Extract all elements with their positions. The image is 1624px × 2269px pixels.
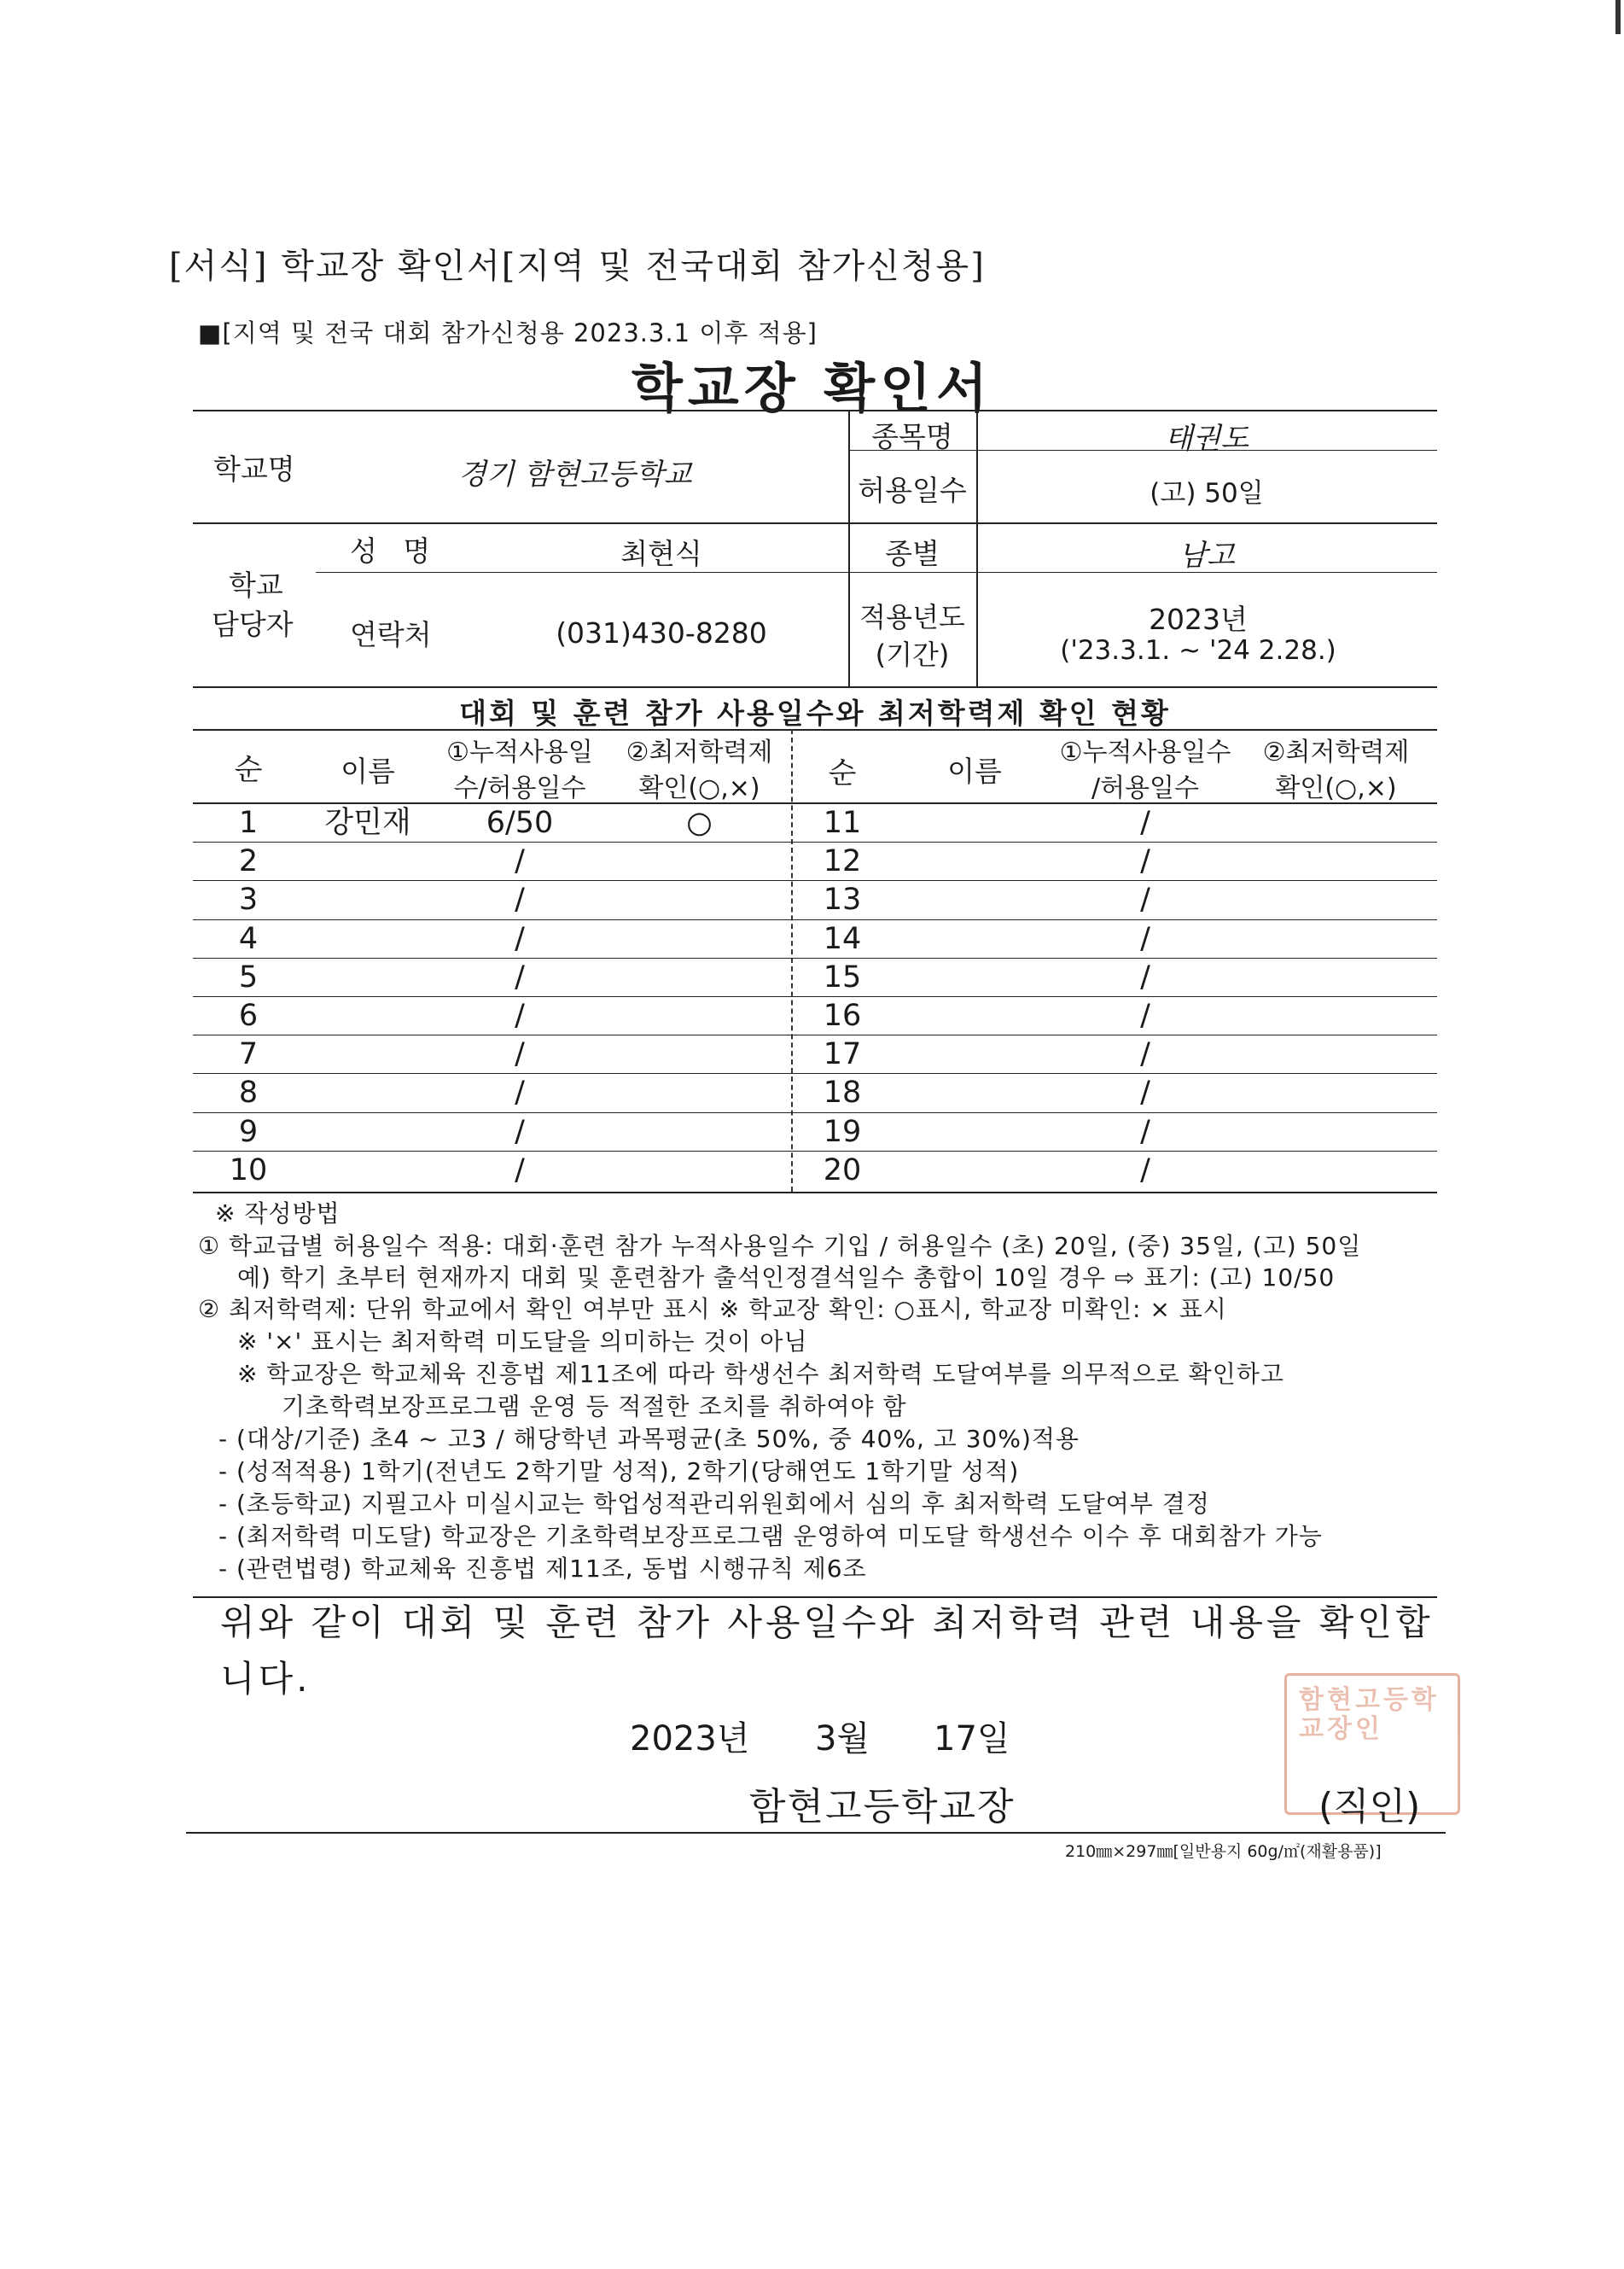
cell-name (893, 1035, 1056, 1074)
cell-check (608, 1074, 791, 1112)
status-table-bottom (193, 1192, 1437, 1193)
name-label: 성 명 (350, 534, 439, 568)
cell-no: 1 (238, 806, 259, 840)
cell-check (1235, 1074, 1437, 1112)
table-row-divider (193, 1073, 1437, 1074)
note-line: 기초학력보장프로그램 운영 등 적절한 조치를 취하여야 함 (282, 1392, 907, 1420)
cell-name (893, 804, 1056, 843)
cell-days: / (515, 1037, 525, 1072)
cell-days: / (515, 844, 525, 879)
seal-label: (직인) (1318, 1785, 1421, 1829)
allowed-days-label: 허용일수 (858, 474, 967, 507)
notice-line: ■[지역 및 전국 대회 참가신청용 2023.3.1 이후 적용] (198, 318, 818, 347)
year-label-line2: (기간) (875, 639, 950, 671)
sport-label: 종목명 (871, 420, 953, 453)
cell-check (1235, 959, 1437, 997)
cell-no: 4 (238, 921, 259, 956)
cell-name (304, 1152, 432, 1190)
cell-name (304, 881, 432, 919)
form-header: [서식] 학교장 확인서[지역 및 전국대회 참가신청용] (169, 247, 986, 286)
cell-days: / (1140, 960, 1150, 995)
table-row-divider (193, 880, 1437, 881)
table-row-divider (193, 842, 1437, 843)
cell-name (304, 959, 432, 997)
cell-check (608, 881, 791, 919)
cell-check (1235, 843, 1437, 881)
signature-bottom-border (186, 1832, 1446, 1834)
cell-no: 15 (823, 960, 862, 995)
note-line: - (최저학력 미도달) 학교장은 기초학력보장프로그램 운영하여 미도달 학생선수 이수 후 대회참가 가능 (218, 1522, 1323, 1550)
cell-days: / (1140, 999, 1150, 1033)
note-line: - (성적적용) 1학기(전년도 2학기말 성적), 2학기(당해연도 1학기말 성적) (218, 1457, 1020, 1485)
cell-no: 7 (238, 1037, 259, 1072)
gender-value: 남고 (1179, 539, 1235, 573)
cell-no: 19 (823, 1114, 862, 1149)
gender-label: 종별 (885, 537, 940, 570)
header-min-academic-line1: ②최저학력제 (626, 738, 773, 767)
cell-no: 16 (823, 999, 862, 1033)
cell-check (608, 1152, 791, 1190)
confirmation-line2: 니다. (220, 1658, 311, 1700)
cell-no: 13 (823, 883, 862, 918)
cell-name (893, 1113, 1056, 1152)
manager-label-line1: 학교 (229, 569, 283, 602)
table-row-divider (193, 919, 1437, 920)
cell-no: 17 (823, 1037, 862, 1072)
date-month: 3월 (815, 1719, 870, 1759)
date-year: 2023년 (630, 1719, 750, 1759)
cell-check (608, 1035, 791, 1074)
cell-no: 6 (238, 999, 259, 1033)
cell-check (608, 997, 791, 1035)
cell-no: 8 (238, 1076, 259, 1111)
header-order-right: 순 (828, 756, 857, 790)
cell-days: / (515, 1076, 525, 1111)
cell-days: / (1140, 1114, 1150, 1149)
principal-name: 함현고등학교장 (749, 1785, 1016, 1829)
year-value: 2023년 (1149, 603, 1248, 636)
cell-days: / (515, 999, 525, 1033)
header-name: 이름 (341, 755, 395, 788)
note-line: 예) 학기 초부터 현재까지 대회 및 훈련참가 출석인정결석일수 총합이 10일 경우 ⇨ 표기: (고) 10/50 (237, 1263, 1336, 1292)
note-line: ※ 학교장은 학교체육 진흥법 제11조에 따라 학생선수 최저학력 도달여부를 의무적으로 확인하고 (237, 1360, 1284, 1388)
cell-name (893, 1152, 1056, 1190)
cell-check (1235, 1113, 1437, 1152)
manager-label-line2: 담당자 (212, 608, 294, 641)
cell-days: 6/50 (486, 806, 554, 840)
cell-no: 3 (238, 883, 259, 918)
year-label-line1: 적용년도 (859, 601, 965, 633)
cell-name (893, 997, 1056, 1035)
cell-no: 5 (238, 960, 259, 995)
cell-name (893, 843, 1056, 881)
cell-name (893, 920, 1056, 959)
date-day: 17일 (934, 1719, 1010, 1759)
cell-name (304, 920, 432, 959)
note-line: ※ 작성방법 (215, 1199, 341, 1228)
header-order: 순 (234, 753, 263, 787)
cell-no: 20 (823, 1152, 862, 1187)
cell-check (1235, 1152, 1437, 1190)
confirmation-line1: 위와 같이 대회 및 훈련 참가 사용일수와 최저학력 관련 내용을 확인합 (220, 1601, 1434, 1643)
cell-name (304, 1035, 432, 1074)
name-value: 최현식 (620, 537, 702, 570)
cell-name: 강민재 (324, 806, 411, 840)
cell-days: / (1140, 1152, 1150, 1187)
official-seal-stamp: 함현고등학교장인 (1284, 1673, 1460, 1815)
table-row-divider (193, 996, 1437, 997)
cell-check (608, 959, 791, 997)
cell-name (304, 997, 432, 1035)
cell-check (608, 920, 791, 959)
cell-days: / (515, 960, 525, 995)
cell-days: / (1140, 1076, 1150, 1111)
cell-days: / (1140, 1037, 1150, 1072)
scan-edge-mark (1615, 0, 1621, 34)
cell-days: / (515, 1152, 525, 1187)
sport-value: 태권도 (1164, 422, 1249, 456)
cell-check (1235, 804, 1437, 843)
info-bottom-border (193, 686, 1437, 688)
status-table-title: 대회 및 훈련 참가 사용일수와 최저학력제 확인 현황 (459, 697, 1171, 730)
note-line: ※ '×' 표시는 최저학력 미도달을 의미하는 것이 아님 (237, 1327, 808, 1356)
note-line: - (관련법령) 학교체육 진흥법 제11조, 동법 시행규칙 제6조 (218, 1554, 867, 1583)
info-line-school (193, 522, 1437, 524)
cell-name (304, 1113, 432, 1152)
cell-no: 12 (823, 844, 862, 879)
header-min-academic-line2: 확인(○,×) (638, 773, 760, 803)
cell-no: 18 (823, 1076, 862, 1111)
cell-no: 2 (238, 844, 259, 879)
note-line: ② 최저학력제: 단위 학교에서 확인 여부만 표시 ※ 학교장 확인: ○표시, 학교장 미확인: × 표시 (198, 1295, 1227, 1323)
note-line: - (초등학교) 지필고사 미실시교는 학업성적관리위원회에서 심의 후 최저학력 도달여부 결정 (218, 1490, 1210, 1518)
cell-name (304, 1074, 432, 1112)
cell-check (608, 1113, 791, 1152)
contact-label: 연락처 (350, 618, 432, 651)
cell-days: / (1140, 921, 1150, 956)
note-line: - (대상/기준) 초4 ~ 고3 / 해당학년 과목평균(초 50%, 중 40%, 고 30%)적용 (218, 1425, 1080, 1453)
header-cumulative-line1: ①누적사용일 (446, 738, 593, 767)
cell-days: / (515, 883, 525, 918)
note-line: ① 학교급별 허용일수 적용: 대회·훈련 참가 누적사용일수 기입 / 허용일수 (초) 20일, (중) 35일, (고) 50일 (198, 1232, 1362, 1260)
cell-days: / (1140, 844, 1150, 879)
header-name-right: 이름 (947, 755, 1002, 788)
cell-days: / (515, 1114, 525, 1149)
table-row-divider (193, 958, 1437, 959)
cell-no: 10 (229, 1152, 268, 1187)
cell-name (893, 1074, 1056, 1112)
cell-check (1235, 881, 1437, 919)
document-title: 학교장 확인서 (632, 357, 992, 419)
cell-name (304, 843, 432, 881)
cell-no: 14 (823, 921, 862, 956)
header-cumulative-right-line1: ①누적사용일수 (1059, 738, 1231, 767)
cell-no: 11 (823, 806, 862, 840)
cell-days: / (1140, 806, 1150, 840)
header-min-academic-right-line1: ②최저학력제 (1262, 738, 1410, 767)
school-value: 경기 함현고등학교 (458, 458, 692, 492)
table-row-divider (193, 1112, 1437, 1113)
cell-check (1235, 1035, 1437, 1074)
info-top-border (193, 410, 1437, 411)
header-cumulative-line2: 수/허용일수 (453, 773, 586, 803)
cell-check (1235, 920, 1437, 959)
period-value: ('23.3.1. ~ '24 2.28.) (1060, 635, 1336, 666)
cell-check (1235, 997, 1437, 1035)
cell-days: / (515, 921, 525, 956)
cell-check: ○ (686, 806, 713, 840)
table-row-divider (193, 1151, 1437, 1152)
allowed-days-value: (고) 50일 (1150, 478, 1264, 509)
school-label: 학교명 (213, 452, 295, 486)
cell-name (893, 959, 1056, 997)
header-cumulative-right-line2: /허용일수 (1091, 773, 1200, 803)
cell-no: 9 (238, 1114, 259, 1149)
cell-days: / (1140, 883, 1150, 918)
contact-value: (031)430-8280 (556, 616, 767, 650)
header-min-academic-right-line2: 확인(○,×) (1275, 773, 1397, 803)
paper-spec: 210㎜×297㎜[일반용지 60g/㎡(재활용품)] (1065, 1842, 1382, 1861)
cell-check (608, 843, 791, 881)
cell-name (893, 881, 1056, 919)
